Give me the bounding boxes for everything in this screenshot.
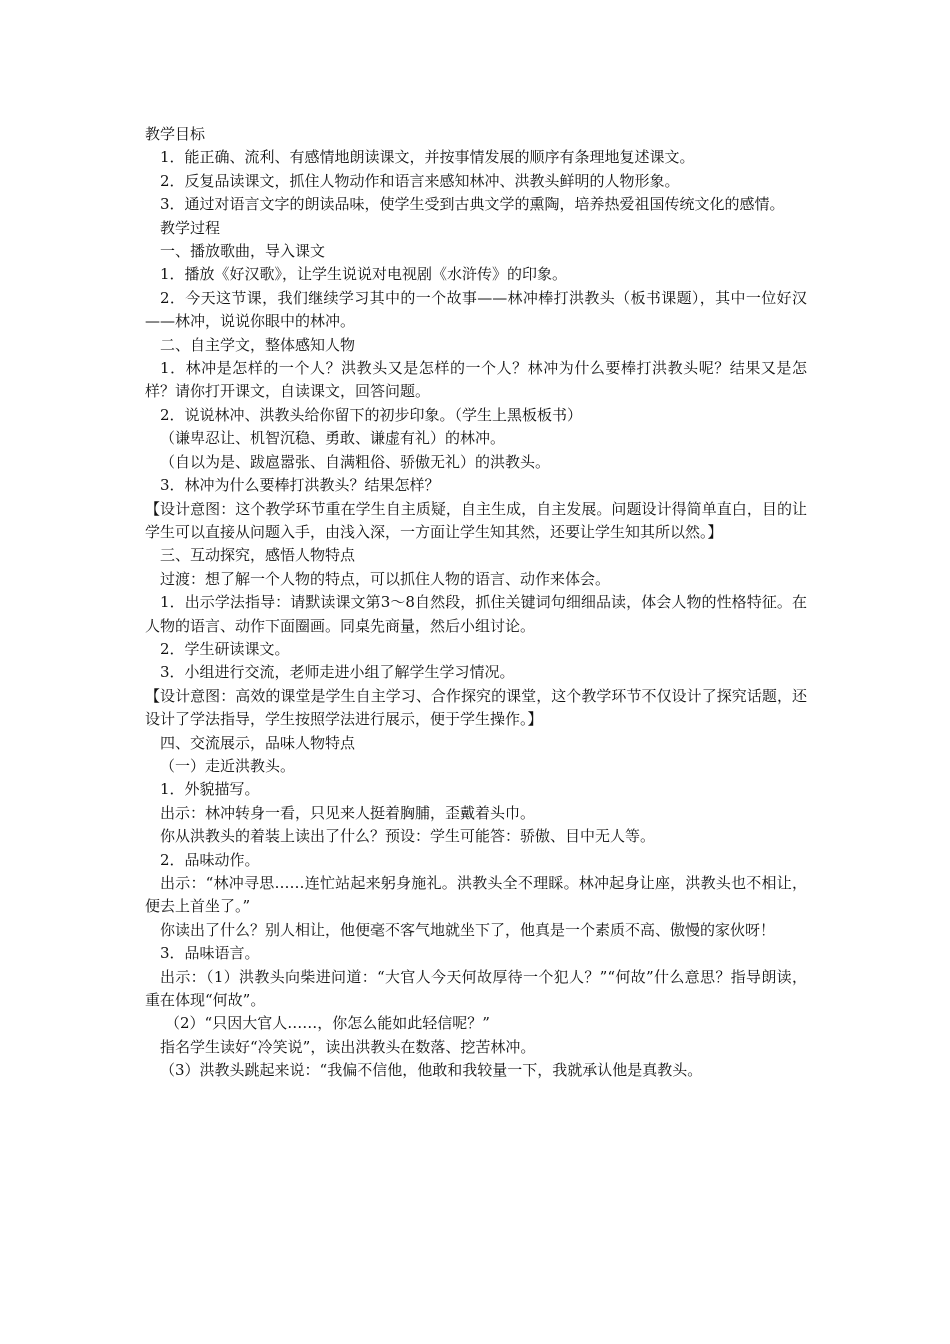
paragraph: 【设计意图：高效的课堂是学生自主学习、合作探究的课堂，这个教学环节不仅设计了探究话题，还设计了学法指导，学生按照学法进行展示，便于学生操作。】: [145, 686, 807, 729]
paragraph: 1．能正确、流利、有感情地朗读课文，并按事情发展的顺序有条理地复述课文。: [160, 148, 695, 167]
paragraph: 出示：林冲转身一看，只见来人挺着胸脯，歪戴着头巾。: [160, 803, 536, 822]
paragraph: 出示：“林冲寻思……连忙站起来躬身施礼。洪教头全不理睬。林冲起身让座，洪教头也不相让，便去上首坐了。”: [145, 874, 807, 916]
paragraph: （一）走近洪教头。: [160, 756, 296, 775]
paragraph: 二、自主学文，整体感知人物: [160, 335, 356, 354]
paragraph: 四、交流展示，品味人物特点: [160, 733, 356, 752]
document-page: [145, 123, 807, 1083]
paragraph: （自以为是、跋扈嚣张、自满粗俗、骄傲无礼）的洪教头。: [160, 452, 551, 471]
paragraph: 三、互动探究，感悟人物特点: [160, 546, 356, 565]
paragraph: 1．播放《好汉歌》，让学生说说对电视剧《水浒传》的印象。: [160, 265, 568, 284]
paragraph: 3．品味语言。: [160, 944, 260, 963]
paragraph: 教学目标: [145, 125, 206, 143]
paragraph: 你读出了什么？别人相让，他便毫不客气地就坐下了，他真是一个素质不高、傲慢的家伙呀！: [160, 920, 776, 939]
paragraph: 2．反复品读课文，抓住人物动作和语言来感知林冲、洪教头鲜明的人物形象。: [160, 171, 680, 190]
paragraph: 3．小组进行交流，老师走进小组了解学生学习情况。: [160, 663, 515, 682]
paragraph: 过渡：想了解一个人物的特点，可以抓住人物的语言、动作来体会。: [160, 569, 611, 588]
paragraph: 【设计意图：这个教学环节重在学生自主质疑，自主生成，自主发展。问题设计得简单直白，目的让学生可以直接从问题入手，由浅入深，一方面让学生知其然，还要让学生知其所以然。】: [145, 499, 807, 541]
paragraph: 一、播放歌曲，导入课文: [160, 242, 326, 261]
paragraph: 2．品味动作。: [160, 850, 260, 869]
paragraph: （2）“只因大官人……，你怎么能如此轻信呢？”: [165, 1014, 490, 1033]
paragraph: 3．林冲为什么要棒打洪教头？结果怎样？: [160, 476, 440, 495]
paragraph: 2．学生研读课文。: [160, 639, 290, 658]
paragraph: 出示：（1）洪教头向柴进问道：“大官人今天何故厚待一个犯人？”“何故”什么意思？指导朗读，重在体现“何故”。: [145, 967, 807, 1010]
paragraph: 1．林冲是怎样的一个人？洪教头又是怎样的一个人？林冲为什么要棒打洪教头呢？结果又是怎样？请你打开课文，自读课文，回答问题。: [145, 359, 807, 401]
paragraph: 指名学生读好“冷笑说”，读出洪教头在数落、挖苦林冲。: [160, 1037, 536, 1056]
paragraph: 你从洪教头的着装上读出了什么？预设：学生可能答：骄傲、目中无人等。: [160, 827, 656, 846]
paragraph: 2．今天这节课，我们继续学习其中的一个故事——林冲棒打洪教头（板书课题），其中一位好汉——林冲，说说你眼中的林冲。: [145, 288, 807, 331]
paragraph: 教学过程: [160, 218, 221, 237]
paragraph: 1．外貌描写。: [160, 780, 260, 799]
paragraph: 3．通过对语言文字的朗读品味，使学生受到古典文学的熏陶，培养热爱祖国传统文化的感情。: [160, 195, 785, 214]
paragraph: 1．出示学法指导：请默读课文第3～8自然段，抓住关键词句细细品读，体会人物的性格特征。在人物的语言、动作下面圈画。同桌先商量，然后小组讨论。: [145, 593, 807, 635]
paragraph: 2．说说林冲、洪教头给你留下的初步印象。（学生上黑板板书）: [160, 405, 583, 424]
paragraph: （3）洪教头跳起来说：“我偏不信他，他敢和我较量一下，我就承认他是真教头。: [160, 1061, 703, 1080]
paragraph: （谦卑忍让、机智沉稳、勇敢、谦虚有礼）的林冲。: [160, 429, 506, 448]
